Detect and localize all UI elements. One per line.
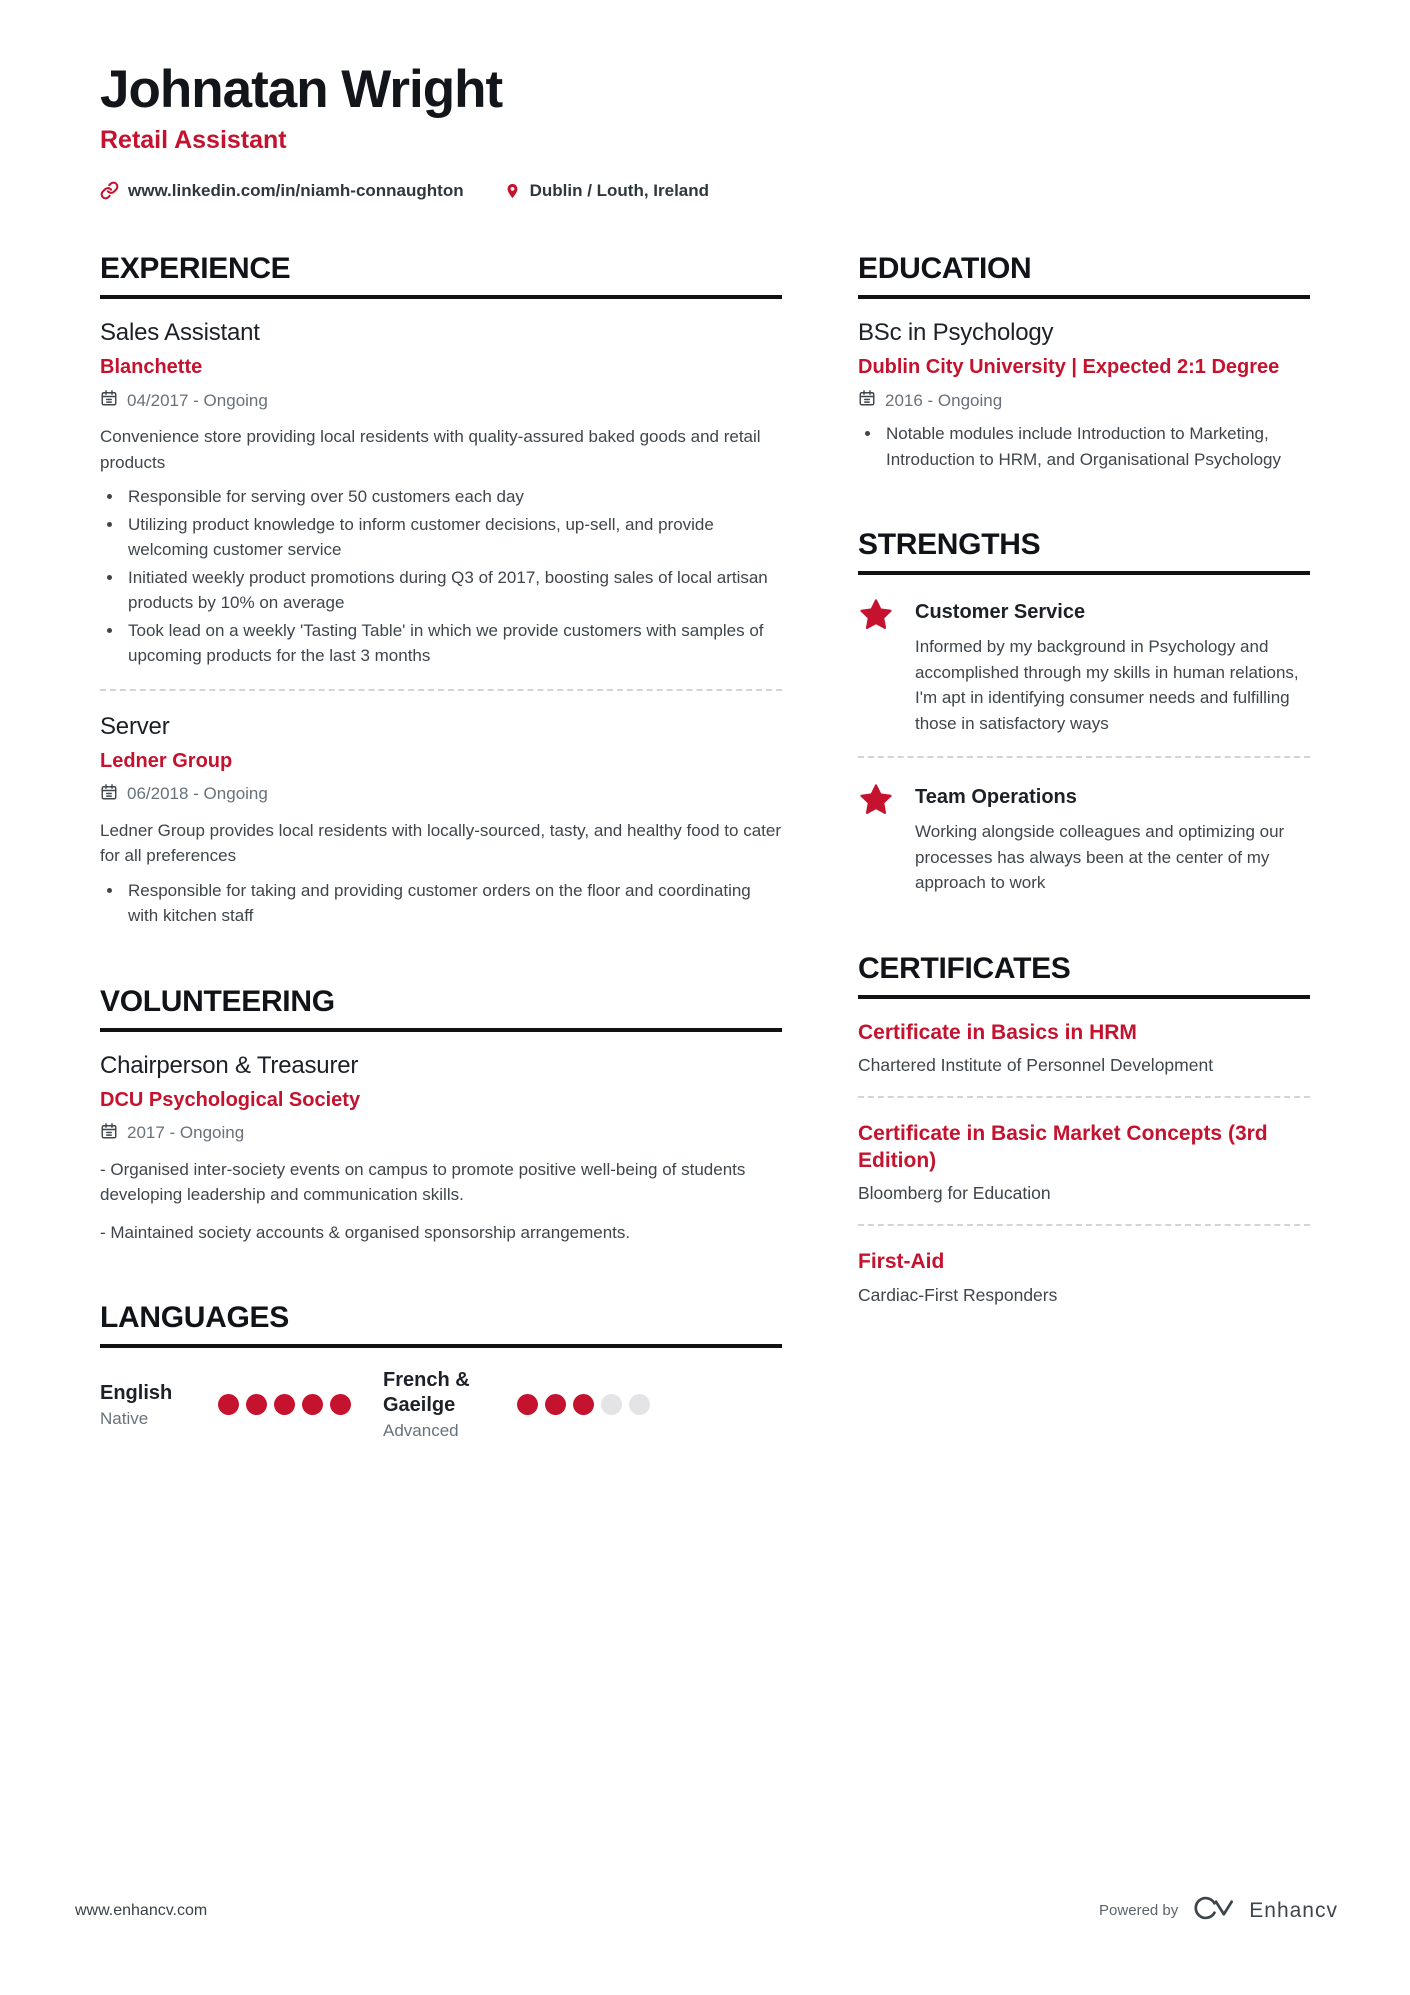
entry-bullet: • Notable modules include Introduction to Marketing, Introduction to HRM, and Organisational Psychology xyxy=(882,421,1310,472)
section-experience xyxy=(100,252,782,929)
language-level: Advanced xyxy=(383,1421,459,1440)
enhancv-brand-link[interactable] xyxy=(1192,1893,1338,1928)
certificate-item xyxy=(858,1019,1310,1076)
star-icon xyxy=(858,595,915,638)
language-meta xyxy=(383,1368,517,1441)
certificate-separator xyxy=(858,1096,1310,1098)
language-level: Native xyxy=(100,1408,149,1428)
location-item xyxy=(504,181,709,201)
strengths-heading: STRENGTHS xyxy=(858,528,1310,575)
entry-date: 2017 - Ongoing xyxy=(127,1123,245,1142)
languages-row xyxy=(100,1368,782,1441)
star-icon xyxy=(858,780,915,823)
volunteering-heading: VOLUNTEERING xyxy=(100,985,782,1032)
section-education xyxy=(858,252,1310,472)
language-meta xyxy=(100,1381,218,1429)
entry-organization: DCU Psychological Society xyxy=(100,1088,361,1111)
calendar-icon xyxy=(100,783,118,806)
page-footer xyxy=(75,1893,1338,1928)
entry-bullet: • Responsible for serving over 50 customers each day xyxy=(124,484,782,510)
contact-row xyxy=(100,181,1310,201)
strength-item xyxy=(858,595,1310,736)
entry-date-row xyxy=(858,389,1310,412)
school-name: Dublin City University | Expected 2:1 Degree xyxy=(858,356,1280,378)
powered-by-group xyxy=(1099,1893,1338,1928)
certificate-separator xyxy=(858,1224,1310,1226)
language-rating xyxy=(517,1394,650,1415)
enhancv-site-link[interactable]: www.enhancv.com xyxy=(75,1901,208,1919)
volunteering-entry xyxy=(100,1052,782,1246)
entry-date-row xyxy=(100,389,782,412)
language-rating-dot xyxy=(545,1394,566,1415)
entry-bullet-list xyxy=(100,484,782,669)
entry-company: Blanchette xyxy=(100,356,203,378)
linkedin-link[interactable] xyxy=(100,181,464,201)
entry-description: Convenience store providing local residents with quality-assured baked goods and retail products xyxy=(100,427,761,472)
entry-date-row xyxy=(100,1122,782,1145)
section-volunteering xyxy=(100,985,782,1246)
strength-separator xyxy=(858,756,1310,758)
experience-heading: EXPERIENCE xyxy=(100,252,782,299)
entry-bullet-list xyxy=(100,878,782,929)
person-job-title: Retail Assistant xyxy=(100,125,287,154)
entry-bullet: • Utilizing product knowledge to inform customer decisions, up-sell, and provide welcoming customer service xyxy=(124,512,782,563)
resume-header xyxy=(100,62,1310,201)
powered-by-label: Powered by xyxy=(1099,1902,1179,1919)
enhancv-logo-icon xyxy=(1192,1893,1240,1928)
education-heading: EDUCATION xyxy=(858,252,1310,299)
language-rating xyxy=(218,1394,351,1415)
enhancv-wordmark: Enhancv xyxy=(1249,1898,1338,1922)
languages-heading: LANGUAGES xyxy=(100,1301,782,1348)
entry-line: - Maintained society accounts & organised sponsorship arrangements. xyxy=(100,1222,631,1242)
entry-bullet: • Responsible for taking and providing customer orders on the floor and coordinating with kitchen staff xyxy=(124,878,782,929)
entry-line: - Organised inter-society events on campus to promote positive well-being of students developing leadership and communication skills. xyxy=(100,1159,746,1204)
certificates-heading: CERTIFICATES xyxy=(858,952,1310,999)
calendar-icon xyxy=(100,389,118,412)
link-icon xyxy=(100,181,119,200)
strength-item xyxy=(858,780,1310,896)
entry-bullet: • Initiated weekly product promotions during Q3 of 2017, boosting sales of local artisan products by 10% on average xyxy=(124,565,782,616)
entry-bullet: • Took lead on a weekly 'Tasting Table' in which we provide customers with samples of upcoming products for the last 3 months xyxy=(124,618,782,669)
calendar-icon xyxy=(858,389,876,412)
language-rating-dot xyxy=(302,1394,323,1415)
language-rating-dot xyxy=(274,1394,295,1415)
entry-title: Sales Assistant xyxy=(100,319,260,346)
language-rating-dot xyxy=(601,1394,622,1415)
experience-entry xyxy=(100,319,782,669)
left-column xyxy=(100,252,782,1441)
location-pin-icon xyxy=(504,181,521,201)
strength-text: Working alongside colleagues and optimizing our processes has always been at the center of my approach to work xyxy=(915,822,1285,892)
language-rating-dot xyxy=(246,1394,267,1415)
language-item-english xyxy=(100,1368,351,1441)
entry-title: Chairperson & Treasurer xyxy=(100,1051,359,1079)
entry-text-lines xyxy=(100,1157,782,1246)
location-text: Dublin / Louth, Ireland xyxy=(529,180,710,200)
person-name: Johnatan Wright xyxy=(100,60,503,119)
language-rating-dot xyxy=(629,1394,650,1415)
strength-content xyxy=(915,780,1310,896)
entry-title: Server xyxy=(100,712,170,740)
entry-date: 2016 - Ongoing xyxy=(885,390,1003,410)
degree-title: BSc in Psychology xyxy=(858,319,1054,346)
entry-separator xyxy=(100,689,782,691)
language-rating-dot xyxy=(330,1394,351,1415)
section-languages xyxy=(100,1301,782,1441)
section-strengths xyxy=(858,528,1310,896)
strength-content xyxy=(915,595,1310,736)
language-name: French & Gaeilge xyxy=(383,1369,470,1416)
language-rating-dot xyxy=(517,1394,538,1415)
entry-date-row xyxy=(100,783,782,806)
entry-date: 06/2018 - Ongoing xyxy=(127,784,268,803)
linkedin-url[interactable]: www.linkedin.com/in/niamh-connaughton xyxy=(128,180,464,200)
entry-bullet-list xyxy=(858,421,1310,472)
certificate-issuer: Cardiac-First Responders xyxy=(858,1284,1058,1305)
calendar-icon xyxy=(100,1122,118,1145)
certificate-issuer: Bloomberg for Education xyxy=(858,1183,1051,1204)
entry-company: Ledner Group xyxy=(100,749,233,772)
certificate-title: Certificate in Basics in HRM xyxy=(858,1020,1137,1044)
experience-entry xyxy=(100,713,782,929)
certificate-item xyxy=(858,1248,1310,1305)
right-column xyxy=(858,252,1310,1306)
certificate-item xyxy=(858,1120,1310,1205)
language-rating-dot xyxy=(218,1394,239,1415)
certificate-title: First-Aid xyxy=(858,1250,945,1274)
education-entry xyxy=(858,319,1310,472)
language-name: English xyxy=(100,1381,173,1404)
strength-title: Team Operations xyxy=(915,786,1077,808)
language-item-french-gaeilge xyxy=(383,1368,650,1441)
strength-title: Customer Service xyxy=(915,601,1086,623)
language-rating-dot xyxy=(573,1394,594,1415)
certificate-issuer: Chartered Institute of Personnel Development xyxy=(858,1054,1214,1075)
strength-text: Informed by my background in Psychology and accomplished through my skills in human relations, I'm apt in identifying consumer needs and fulfilling those in satisfactory ways xyxy=(915,637,1299,733)
section-certificates xyxy=(858,952,1310,1306)
entry-date: 04/2017 - Ongoing xyxy=(127,390,268,410)
certificate-title: Certificate in Basic Market Concepts (3rd Edition) xyxy=(858,1121,1268,1173)
entry-description: Ledner Group provides local residents with locally-sourced, tasty, and healthy food to cater for all preferences xyxy=(100,820,781,865)
